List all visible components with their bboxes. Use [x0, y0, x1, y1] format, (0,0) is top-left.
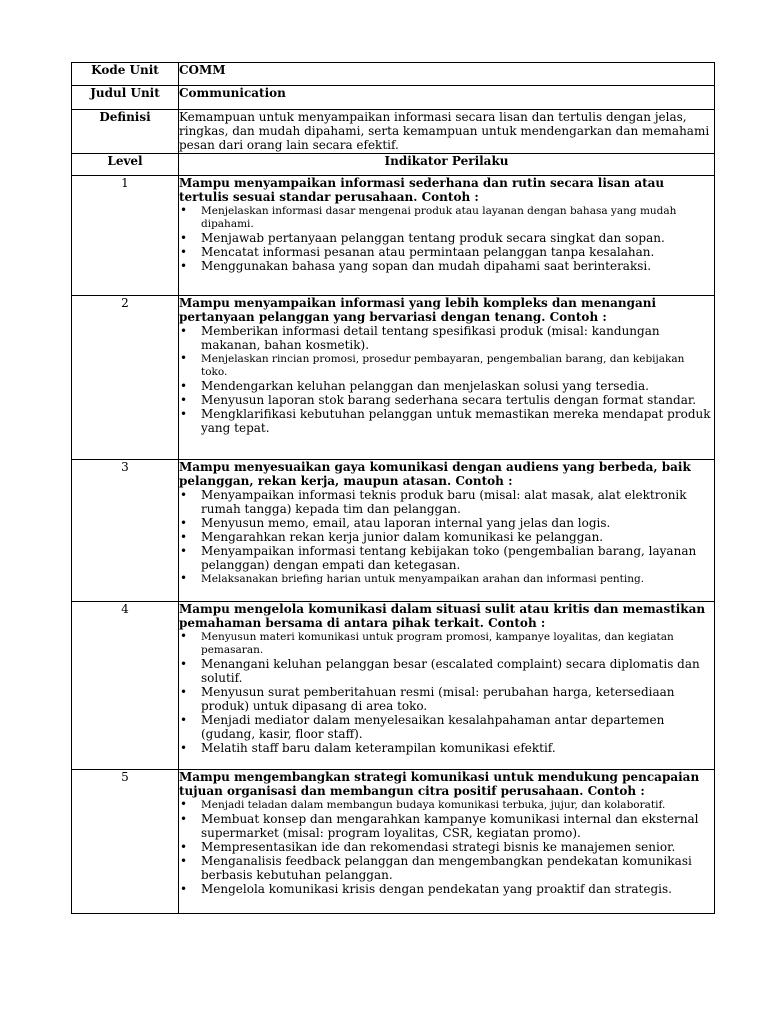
level-indicator-cell — [179, 176, 715, 296]
example-list — [179, 798, 714, 896]
list-item: • Mengarahkan rekan kerja junior dalam komunikasi ke pelanggan. — [179, 530, 714, 544]
level-title: Mampu menyampaikan informasi yang lebih kompleks dan menangani pertanyaan pelanggan yang bervariasi dengan tenang. Contoh : — [179, 296, 657, 324]
kode-unit-row — [72, 63, 715, 86]
judul-unit-value: Communication — [179, 86, 715, 110]
level-row-2 — [72, 296, 715, 460]
level-indicator-cell — [179, 296, 715, 460]
definisi-value: Kemampuan untuk menyampaikan informasi secara lisan dan tertulis dengan jelas, ringkas, dan mudah dipahami, serta kemampuan untuk mendengarkan dan memahami pesan dari orang lain secara efektif. — [179, 110, 715, 154]
list-item: • Menjawab pertanyaan pelanggan tentang produk secara singkat dan sopan. — [179, 231, 714, 245]
level-indicator-cell — [179, 770, 715, 914]
example-list — [179, 204, 714, 273]
level-row-4 — [72, 602, 715, 770]
level-indicator-cell — [179, 602, 715, 770]
example-list — [179, 324, 714, 435]
list-item: • Menyampaikan informasi tentang kebijakan toko (pengembalian barang, layanan pelanggan) dengan empati dan ketegasan. — [179, 544, 714, 572]
level-number: 5 — [72, 770, 179, 914]
header-row — [72, 154, 715, 176]
definisi-label: Definisi — [72, 110, 179, 154]
level-number: 3 — [72, 460, 179, 602]
list-item: • Menjelaskan informasi dasar mengenai produk atau layanan dengan bahasa yang mudah dipahami. — [179, 204, 714, 231]
list-item: • Memberikan informasi detail tentang spesifikasi produk (misal: kandungan makanan, bahan kosmetik). — [179, 324, 714, 352]
list-item: • Menyusun memo, email, atau laporan internal yang jelas dan logis. — [179, 516, 714, 530]
list-item: • Mengelola komunikasi krisis dengan pendekatan yang proaktif dan strategis. — [179, 882, 714, 896]
level-row-5 — [72, 770, 715, 914]
list-item: • Menyusun laporan stok barang sederhana secara tertulis dengan format standar. — [179, 393, 714, 407]
level-row-3 — [72, 460, 715, 602]
list-item: • Mendengarkan keluhan pelanggan dan menjelaskan solusi yang tersedia. — [179, 379, 714, 393]
level-indicator-cell — [179, 460, 715, 602]
kode-unit-label: Kode Unit — [72, 63, 179, 86]
judul-unit-row — [72, 86, 715, 110]
list-item: • Menyusun materi komunikasi untuk program promosi, kampanye loyalitas, dan kegiatan pemasaran. — [179, 630, 714, 657]
list-item: • Mempresentasikan ide dan rekomendasi strategi bisnis ke manajemen senior. — [179, 840, 714, 854]
level-title: Mampu menyesuaikan gaya komunikasi dengan audiens yang berbeda, baik pelanggan, rekan kerja, maupun atasan. Contoh : — [179, 460, 691, 488]
competency-table — [71, 62, 715, 914]
level-title: Mampu mengelola komunikasi dalam situasi sulit atau kritis dan memastikan pemahaman bersama di antara pihak terkait. Contoh : — [179, 602, 706, 630]
definisi-row — [72, 110, 715, 154]
list-item: • Menangani keluhan pelanggan besar (escalated complaint) secara diplomatis dan solutif. — [179, 657, 714, 685]
list-item: • Menganalisis feedback pelanggan dan mengembangkan pendekatan komunikasi berbasis kebutuhan pelanggan. — [179, 854, 714, 882]
list-item: • Melatih staff baru dalam keterampilan komunikasi efektif. — [179, 741, 714, 755]
list-item: • Menyampaikan informasi teknis produk baru (misal: alat masak, alat elektronik rumah tangga) kepada tim dan pelanggan. — [179, 488, 714, 516]
level-number: 4 — [72, 602, 179, 770]
list-item: • Mencatat informasi pesanan atau permintaan pelanggan tanpa kesalahan. — [179, 245, 714, 259]
kode-unit-value: COMM — [179, 63, 715, 86]
list-item: • Menjadi teladan dalam membangun budaya komunikasi terbuka, jujur, dan kolaboratif. — [179, 798, 714, 812]
list-item: • Melaksanakan briefing harian untuk menyampaikan arahan dan informasi penting. — [179, 572, 714, 586]
example-list — [179, 630, 714, 755]
list-item: • Menjadi mediator dalam menyelesaikan kesalahpahaman antar departemen (gudang, kasir, floor staff). — [179, 713, 714, 741]
level-title: Mampu menyampaikan informasi sederhana dan rutin secara lisan atau tertulis sesuai standar perusahaan. Contoh : — [179, 176, 665, 204]
indikator-header: Indikator Perilaku — [179, 154, 715, 176]
list-item: • Menggunakan bahasa yang sopan dan mudah dipahami saat berinteraksi. — [179, 259, 714, 273]
level-number: 2 — [72, 296, 179, 460]
list-item: • Menjelaskan rincian promosi, prosedur pembayaran, pengembalian barang, dan kebijakan toko. — [179, 352, 714, 379]
list-item: • Membuat konsep dan mengarahkan kampanye komunikasi internal dan eksternal supermarket (misal: program loyalitas, CSR, kegiatan promo). — [179, 812, 714, 840]
judul-unit-label: Judul Unit — [72, 86, 179, 110]
level-number: 1 — [72, 176, 179, 296]
level-title: Mampu mengembangkan strategi komunikasi untuk mendukung pencapaian tujuan organisasi dan membangun citra positif perusahaan. Contoh : — [179, 770, 700, 798]
level-header: Level — [72, 154, 179, 176]
level-row-1 — [72, 176, 715, 296]
example-list — [179, 488, 714, 586]
list-item: • Mengklarifikasi kebutuhan pelanggan untuk memastikan mereka mendapat produk yang tepat. — [179, 407, 714, 435]
list-item: • Menyusun surat pemberitahuan resmi (misal: perubahan harga, ketersediaan produk) untuk dipasang di area toko. — [179, 685, 714, 713]
